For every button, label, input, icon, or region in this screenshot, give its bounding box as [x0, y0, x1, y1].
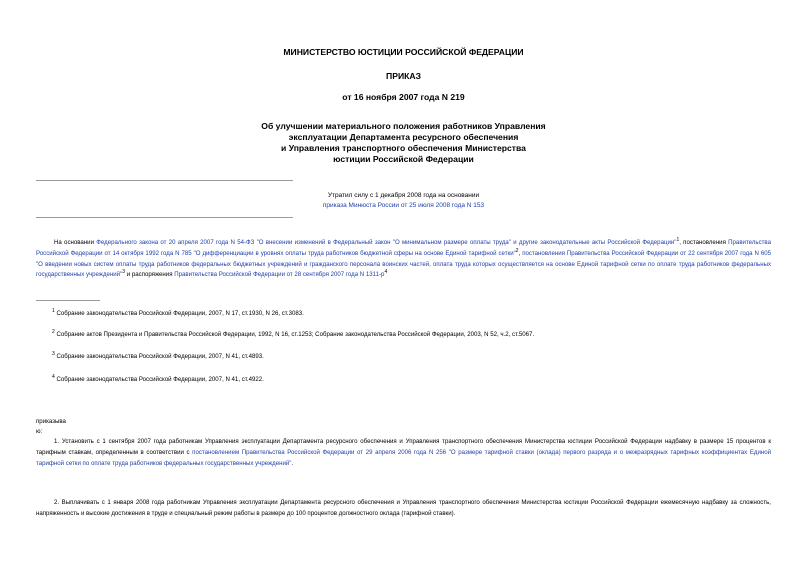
order-title-line: Об улучшении материального положения работников Управления [261, 121, 546, 131]
footnote-text: Собрание законодательства Российской Федерации, 2007, N 41, ст.4922. [56, 376, 264, 383]
clause-2: 2. Выплачивать с 1 января 2008 года работникам Управления эксплуатации Департамента ресурсного обеспечения и Управления транспортного обеспечения Министерства юстиции Российской Федерации ежемесячную надбавку за сложность, напряженность и высокие достижения в труде и специальный режим работы в размере до 100 процентов должностного оклада (тарифной ставки). [36, 499, 771, 517]
order-heading: ПРИКАЗ [386, 71, 421, 81]
footnote [52, 309, 304, 318]
decree-link[interactable]: постановлением Правительства Российской Федерации от 29 апреля 2006 года N 256 "О размере тарифной ставки (оклада) первого разряда и о межразрядных тарифных коэффициентах Единой тарифной сетки по оплате труда работников федеральных государственных учреждений" [36, 448, 772, 467]
ministry-heading: МИНИСТЕРСТВО ЮСТИЦИИ РОССИЙСКОЙ ФЕДЕРАЦИИ [283, 47, 524, 57]
footnote-text: Собрание актов Президента и Правительства Российской Федерации, 1992, N 16, ст.1253; Собрание законодательства Российской Федерации, 2003, N 52, ч.2, ст.5067. [56, 331, 535, 338]
footnote [52, 330, 534, 339]
order-title-line: юстиции Российской Федерации [333, 154, 474, 164]
order-title-line: эксплуатации Департамента ресурсного обеспечения [288, 132, 519, 142]
footnote-ref[interactable]: 1 [676, 236, 680, 243]
clause-text: . [291, 459, 294, 467]
divider-bottom [36, 217, 293, 218]
status-note: Утратил силу с 1 декабря 2008 года на основании [327, 192, 480, 199]
footnote-text: Собрание законодательства Российской Федерации, 2007, N 17, ст.1930, N 26, ст.3083. [56, 310, 304, 317]
footnote-ref[interactable]: 2 [515, 247, 519, 254]
status-link[interactable]: приказа Минюста России от 25 июля 2008 года N 153 [322, 202, 485, 209]
footnote-mark: 4 [52, 373, 55, 380]
footnote-ref[interactable]: 3 [122, 269, 126, 276]
footnote-ref[interactable]: 4 [384, 269, 388, 276]
basis-text: , постановления [679, 239, 729, 246]
order-title [0, 121, 807, 165]
footnote-text: Собрание законодательства Российской Федерации, 2007, N 41, ст.4893. [56, 353, 264, 360]
basis-text: , [518, 249, 523, 257]
clause-text: 1. Установить с 1 сентября 2007 года работникам Управления эксплуатации Департамента ресурсного обеспечения и Управления транспортного обеспечения Министерства юстиции Российской Федерации надбавку в размере 15 процентов к тарифным ставкам, определенным в соответствии с [36, 438, 771, 456]
footnote-mark: 3 [52, 350, 55, 357]
decree-link[interactable]: Правительства Российской Федерации от 14 октября 1992 года N 785 "О дифференциации в уровнях оплаты труда работников бюджетной сферы на основе Единой тарифной сетки" [36, 239, 771, 257]
divider-top [36, 180, 293, 181]
footnote [52, 352, 264, 361]
footnote-mark: 2 [52, 328, 55, 335]
footnote-mark: 1 [52, 307, 55, 314]
orders-word-end: ю: [36, 428, 43, 435]
footnote-divider [36, 300, 100, 301]
order-date: от 16 ноября 2007 года N 219 [342, 92, 465, 102]
clause-1 [36, 437, 771, 469]
basis-paragraph [36, 238, 771, 281]
order-title-line: и Управления транспортного обеспечения Министерства [281, 143, 526, 153]
law-link[interactable]: Федерального закона от 20 апреля 2007 года N 54-ФЗ "О внесении изменений в Федеральный закон "О минимальном размере оплаты труда" и другие законодательные акты Российской Федерации" [96, 239, 677, 246]
footnote [52, 375, 264, 384]
order-link[interactable]: Правительства Российской Федерации от 28 сентября 2007 года N 1311-р [174, 271, 385, 279]
basis-text: На основании [54, 239, 97, 246]
basis-text: и распоряжения [125, 271, 175, 279]
orders-word: приказыва [36, 418, 66, 425]
decree-link[interactable]: постановления Правительства Российской Федерации от 22 сентября 2007 года N 605 "О введении новых систем оплаты труда работников федеральных бюджетных учреждений и гражданского персонала воинских частей, оплата труда которых осуществляется на основе Единой тарифной сетки по оплате труда работников федеральных государственных учреждений" [36, 249, 771, 279]
